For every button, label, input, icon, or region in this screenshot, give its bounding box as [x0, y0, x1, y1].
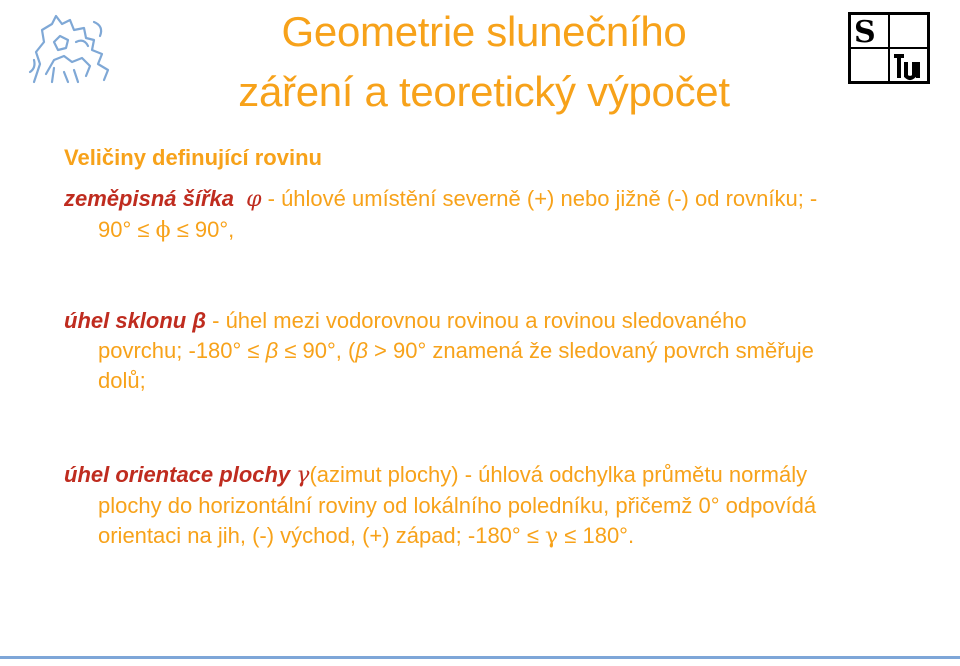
section-heading: Veličiny definující rovinu	[64, 145, 322, 170]
tilt-range-c: > 90° znamená že sledovaný povrch směřuje	[367, 338, 814, 363]
bottom-divider	[0, 656, 960, 659]
orientation-line-1	[64, 460, 944, 491]
orientation-term: úhel orientace plochy	[64, 462, 297, 487]
tilt-range-a: povrchu; -180° ≤	[98, 338, 266, 363]
latitude-term: zeměpisná šířka	[64, 186, 234, 211]
title-line-1: Geometrie slunečního	[281, 8, 687, 55]
orientation-range-b: ≤ 180°.	[558, 523, 635, 548]
orientation-line-2: plochy do horizontální roviny od lokálního poledníku, přičemž 0° odpovídá	[98, 493, 817, 518]
latitude-range-b: ≤ 90°,	[170, 217, 235, 242]
latitude-paragraph	[64, 184, 924, 246]
orientation-description: (azimut plochy) - úhlová odchylka průmětu normály	[309, 462, 808, 487]
latitude-symbol: φ	[246, 187, 262, 212]
tilt-line-1	[64, 306, 924, 336]
latitude-range-a: 90° ≤	[98, 217, 156, 242]
tilt-range-b: ≤ 90°, (	[278, 338, 356, 363]
latitude-line-2	[64, 215, 924, 246]
orientation-line-3	[64, 521, 944, 552]
tilt-line-3: dolů;	[98, 368, 146, 393]
tilt-description: - úhel mezi vodorovnou rovinou a rovinou sledovaného	[206, 308, 747, 333]
orientation-range-a: orientaci na jih, (-) východ, (+) západ; -180° ≤	[98, 523, 546, 548]
tilt-range-symbol: β	[265, 338, 279, 363]
tilt-term: úhel sklonu β	[64, 308, 207, 333]
latitude-description: - úhlové umístění severně (+) nebo jižně (-) od rovníku; -	[261, 186, 818, 211]
title-line-2: záření a teoretický výpočet	[238, 68, 730, 115]
tilt-paragraph	[64, 306, 924, 396]
orientation-range-symbol: γ	[545, 524, 559, 549]
orientation-paragraph	[64, 460, 944, 552]
svg-text:S: S	[854, 15, 876, 50]
latitude-line-1	[64, 184, 924, 215]
tilt-line-2	[64, 336, 924, 366]
latitude-range-symbol: ϕ	[155, 218, 171, 243]
tilt-range-symbol-2: β	[355, 338, 368, 363]
page-title	[0, 2, 960, 122]
orientation-symbol: γ	[296, 463, 310, 488]
